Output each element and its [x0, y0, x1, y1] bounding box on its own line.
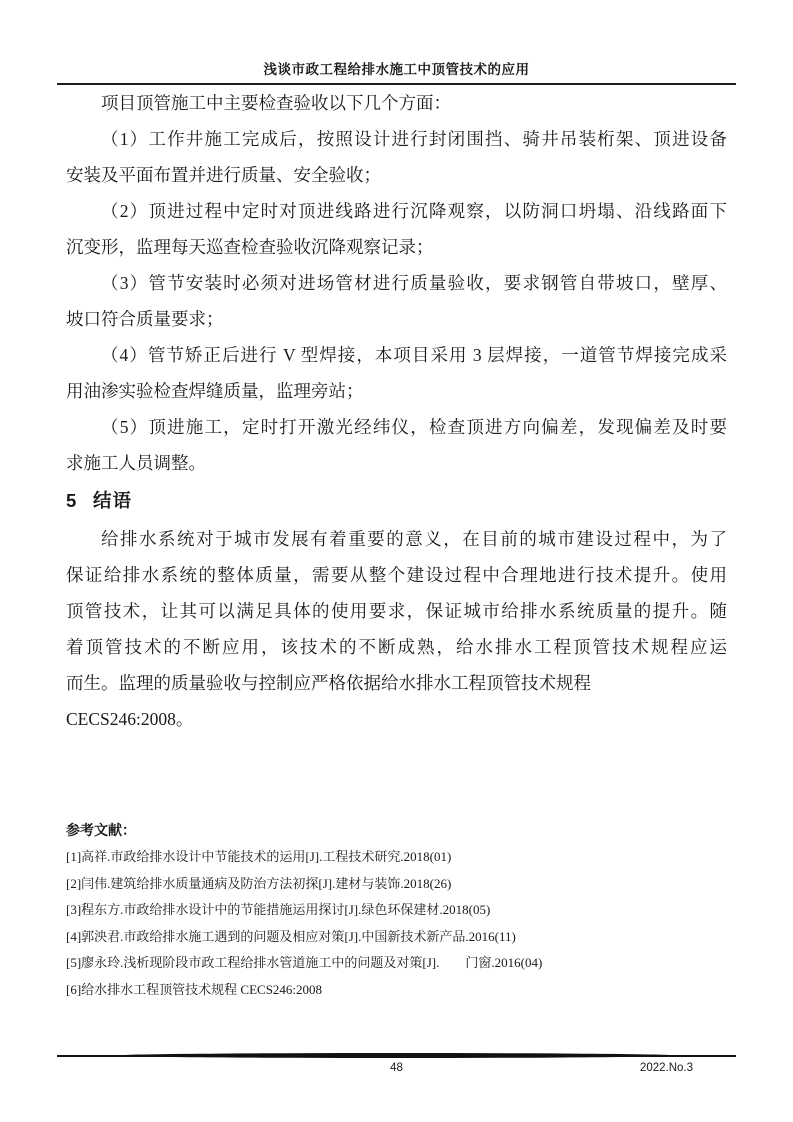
conclusion-line: 顶管技术，让其可以满足具体的使用要求，保证城市给排水系统质量的提升。随: [66, 601, 727, 621]
references-heading: 参考文献：: [66, 822, 136, 838]
intro-line: 项目顶管施工中主要检查验收以下几个方面：: [101, 93, 451, 113]
section-number: 5: [66, 490, 78, 511]
issue-label: 2022.No.3: [639, 1062, 693, 1074]
conclusion-line: 给排水系统对于城市发展有着重要的意义，在目前的城市建设过程中，为了: [101, 529, 727, 549]
conclusion-line: CECS246:2008。: [66, 709, 194, 729]
body-line: 坡口符合质量要求；: [66, 309, 224, 329]
reference-item: [5]廖永玲.浅析现阶段市政工程给排水管道施工中的问题及对策[J]. 门窗.2016(04): [66, 955, 543, 970]
body-line: （2）顶进过程中定时对顶进线路进行沉降观察，以防洞口坍塌、沿线路面下: [101, 201, 727, 221]
body-line: （3）管节安装时必须对进场管材进行质量验收，要求钢管自带坡口，壁厚、: [101, 273, 727, 293]
reference-item: [1]高祥.市政给排水设计中节能技术的运用[J].工程技术研究.2018(01): [66, 849, 452, 864]
section-heading-conclusion: [66, 481, 727, 521]
footer-rule: [57, 1053, 736, 1059]
page-header: [0, 0, 793, 85]
body-line: 沉变形，监理每天巡查检查验收沉降观察记录；: [66, 237, 434, 257]
reference-item: [4]郭泱君.市政给排水施工遇到的问题及相应对策[J].中国新技术新产品.2016(11): [66, 928, 516, 944]
reference-item: [3]程东方.市政给排水设计中的节能措施运用探讨[J].绿色环保建材.2018(05): [66, 902, 491, 917]
footer-rule-lens: [118, 1053, 675, 1058]
conclusion-line: 着顶管技术的不断应用，该技术的不断成熟，给水排水工程顶管技术规程应运: [66, 637, 727, 657]
reference-item: [2]闫伟.建筑给排水质量通病及防治方法初探[J].建材与装饰.2018(26): [66, 875, 452, 891]
reference-item: [6]给水排水工程顶管技术规程 CECS246:2008: [66, 981, 323, 997]
body-line: 用油渗实验检查焊缝质量，监理旁站；: [66, 381, 364, 401]
body-line: （5）顶进施工，定时打开激光经纬仪，检查顶进方向偏差，发现偏差及时要: [101, 417, 727, 437]
conclusion-line: 保证给排水系统的整体质量，需要从整个建设过程中合理地进行技术提升。使用: [66, 565, 727, 585]
running-title: 浅谈市政工程给排水施工中顶管技术的应用: [263, 62, 530, 77]
page-number: 48: [390, 1062, 403, 1074]
body-line: 求施工人员调整。: [66, 453, 206, 473]
body-line: （1）工作井施工完成后，按照设计进行封闭围挡、骑井吊装桁架、顶进设备: [101, 129, 727, 149]
page-content: [66, 85, 727, 1003]
body-line: 安装及平面布置并进行质量、安全验收；: [66, 165, 381, 185]
body-line: （4）管节矫正后进行 V 型焊接，本项目采用 3 层焊接，一道管节焊接完成采: [101, 345, 727, 365]
section-title: 结语: [93, 490, 133, 511]
conclusion-line: 而生。监理的质量验收与控制应严格依据给水排水工程顶管技术规程: [66, 673, 591, 693]
